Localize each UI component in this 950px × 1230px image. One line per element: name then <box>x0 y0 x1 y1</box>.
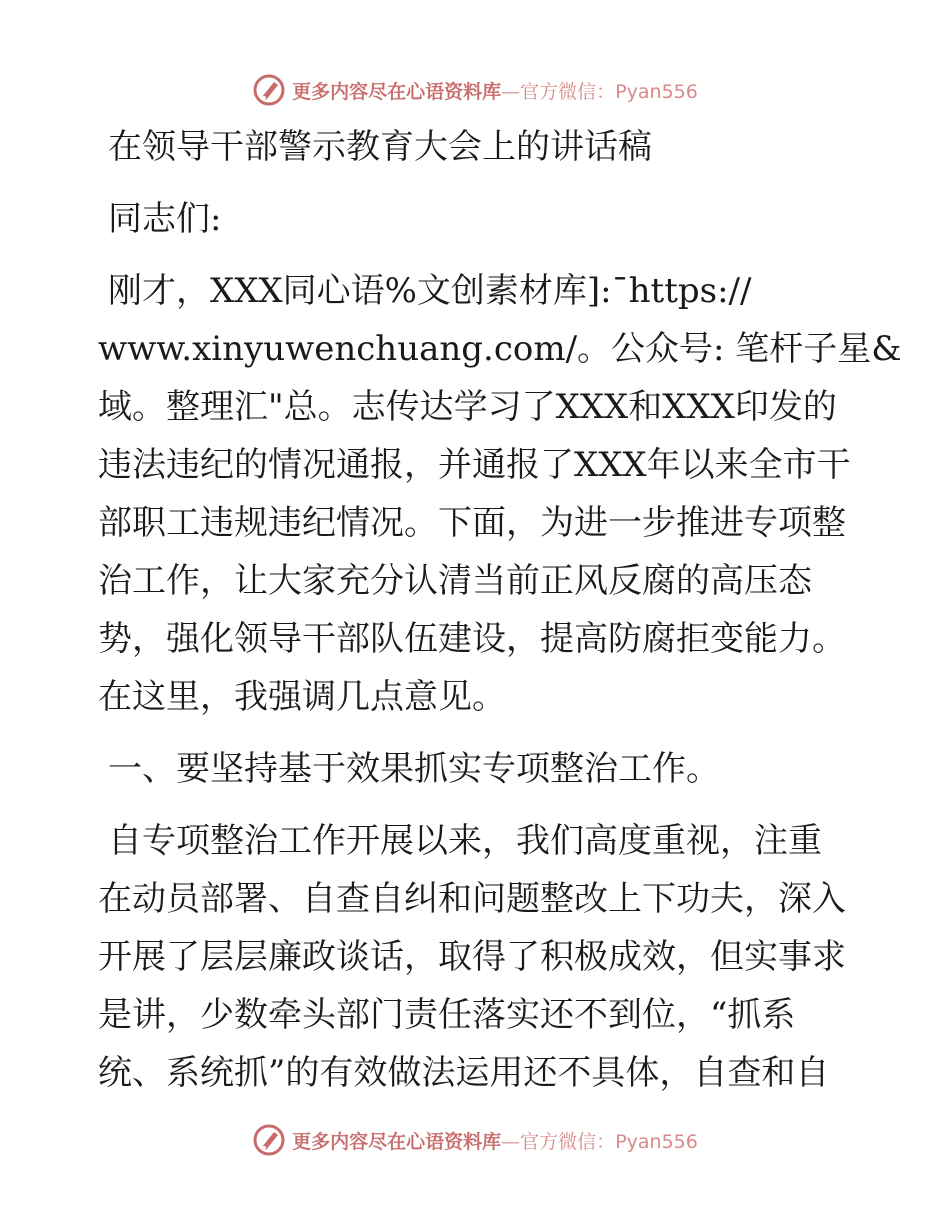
salutation: 同志们: <box>108 199 222 239</box>
watermark-separator: — <box>501 1130 521 1153</box>
watermark-text <box>292 77 698 104</box>
paragraph-line: 在动员部署、自查自纠和问题整改上下功夫，深入 <box>98 879 846 919</box>
watermark-wechat-label: 官方微信： <box>520 80 616 103</box>
watermark-separator: — <box>501 80 521 103</box>
paragraph-line: www.xinyuwenchuang.com/。公众号: 笔杆子星& <box>98 329 902 369</box>
document-body <box>98 118 902 1102</box>
watermark-site: 更多内容尽在心语资料库 <box>292 1130 502 1153</box>
paragraph-line: 治工作，让大家充分认清当前正风反腐的高压态 <box>98 561 812 601</box>
paragraph-line: 统、系统抓”的有效做法运用还不具体，自查和自 <box>98 1053 830 1093</box>
pen-circle-logo-icon <box>252 1123 286 1157</box>
paragraph-line: 自专项整治工作开展以来，我们高度重视，注重 <box>108 821 822 861</box>
section-heading-1: 一、要坚持基于效果抓实专项整治工作。 <box>108 749 720 789</box>
watermark-site: 更多内容尽在心语资料库 <box>292 80 502 103</box>
paragraph-line: 在这里，我强调几点意见。 <box>98 677 506 717</box>
paragraph-2 <box>98 812 858 1102</box>
paragraph-line: 开展了层层廉政谈话，取得了积极成效，但实事求 <box>98 937 846 977</box>
paragraph-line: 是讲，少数牵头部门责任落实还不到位，“抓系 <box>98 995 796 1035</box>
document-title: 在领导干部警示教育大会上的讲话稿 <box>108 127 652 167</box>
watermark-text <box>292 1127 698 1154</box>
watermark-wechat-id: Pyan556 <box>615 80 698 103</box>
watermark-banner-bottom <box>0 1120 950 1160</box>
paragraph-line: 域。整理汇"总。志传达学习了XXX和XXX印发的 <box>98 387 837 427</box>
paragraph-1 <box>98 262 902 726</box>
watermark-banner-top <box>0 70 950 110</box>
paragraph-line: 违法违纪的情况通报，并通报了XXX年以来全市干 <box>98 445 851 485</box>
paragraph-line: 部职工违规违纪情况。下面，为进一步推进专项整 <box>98 503 846 543</box>
watermark-wechat-label: 官方微信： <box>520 1130 616 1153</box>
paragraph-line: 刚才，XXX同心语%文创素材库]:¯https:// <box>108 271 752 311</box>
paragraph-line: 势，强化领导干部队伍建设，提高防腐拒变能力。 <box>98 619 846 659</box>
watermark-wechat-id: Pyan556 <box>615 1130 698 1153</box>
pen-circle-logo-icon <box>252 73 286 107</box>
